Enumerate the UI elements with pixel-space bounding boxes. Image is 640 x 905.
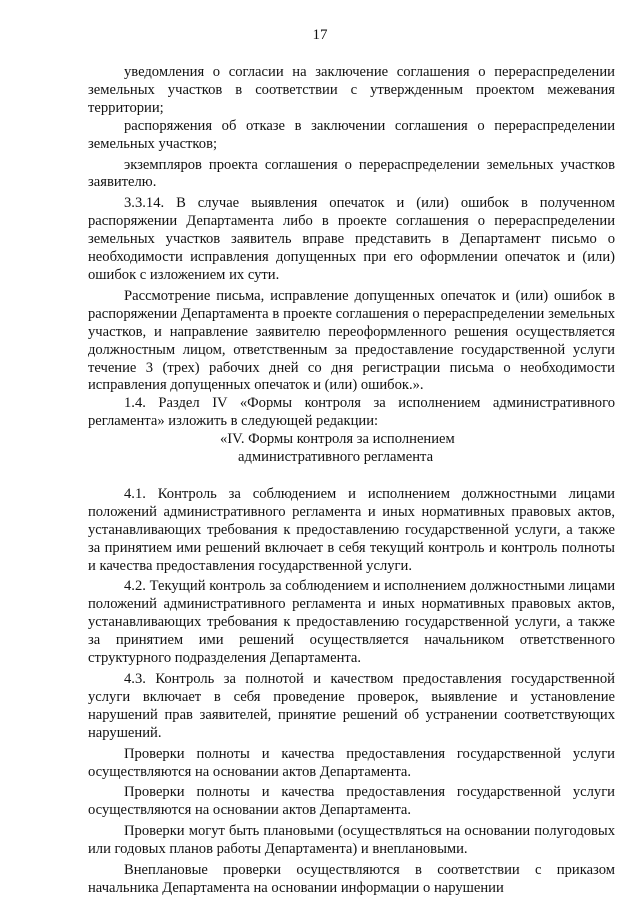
paragraph-4-2: 4.2. Текущий контроль за соблюдением и исполнением должностными лицами положений административного регламента и иных нормативных правовых актов, устанавливающих требования к предоставлению государственной услуги, а также за принятием ими решений осуществляется начальником ответственного структурного подразделения Департамента. xyxy=(88,578,615,667)
paragraph-4-3: 4.3. Контроль за полнотой и качеством предоставления государственной услуги включает в себя проведение проверок, выявление и установление нарушений прав заявителей, принятие решений об устранении соответствующих нарушений. xyxy=(88,671,615,741)
paragraph-4-1: 4.1. Контроль за соблюдением и исполнением должностными лицами положений административного регламента и иных нормативных правовых актов, устанавливающих требования к предоставлению государственной услуги, а также за принятием ими решений включает в себя текущий контроль и контроль полноты и качества предоставления государственной услуги. xyxy=(88,485,615,574)
paragraph-inspection-types: Проверки могут быть плановыми (осуществляться на основании полугодовых или годовых планов работы Департамента) и внеплановыми. xyxy=(88,823,615,858)
paragraph-unscheduled-inspections: Внеплановые проверки осуществляются в соответствии с приказом начальника Департамента на основании информации о нарушении xyxy=(88,862,615,896)
paragraph-3-3-14: 3.3.14. В случае выявления опечаток и (или) ошибок в полученном распоряжении Департамента либо в проекте соглашения о перераспределении земельных участков заявитель вправе представить в Департамент письмо о необходимости исправления допущенных при его оформлении опечаток и (или) ошибок с изложением их сути. xyxy=(88,195,615,283)
section-title-line-2: административного регламента xyxy=(238,449,434,466)
paragraph-inspections-basis-2: Проверки полноты и качества предоставления государственной услуги осуществляются на основании актов Департамента. xyxy=(88,784,615,819)
document-body xyxy=(88,64,615,898)
paragraph-agreement-copies: экземпляров проекта соглашения о перераспределении земельных участков заявителю. xyxy=(88,156,615,191)
paragraph-refusal-order: распоряжения об отказе в заключении соглашения о перераспределении земельных участков; xyxy=(88,117,615,152)
paragraph-letter-review: Рассмотрение письма, исправление допущенных опечаток и (или) ошибок в распоряжении Департамента в проекте соглашения о перераспределении земельных участков, и направление заявителю переоформленного решения осуществляется должностным лицом, ответственным за предоставление государственной услуги течение 3 (трех) рабочих дней со дня регистрации письма о необходимости исправления допущенных опечаток и (или) ошибок.». xyxy=(88,287,615,394)
page-number: 17 xyxy=(312,27,328,43)
section-title xyxy=(88,431,615,467)
paragraph-inspections-basis-1: Проверки полноты и качества предоставления государственной услуги осуществляются на основании актов Департамента. xyxy=(88,745,615,780)
paragraph-1-4: 1.4. Раздел IV «Формы контроля за исполнением административного регламента» изложить в следующей редакции: xyxy=(88,395,615,430)
section-title-line-1: «IV. Формы контроля за исполнением xyxy=(220,431,455,448)
title-spacer xyxy=(88,467,615,486)
paragraph-notification-consent: уведомления о согласии на заключение соглашения о перераспределении земельных участков в соответствии с утвержденным проектом межевания территории; xyxy=(88,64,615,116)
